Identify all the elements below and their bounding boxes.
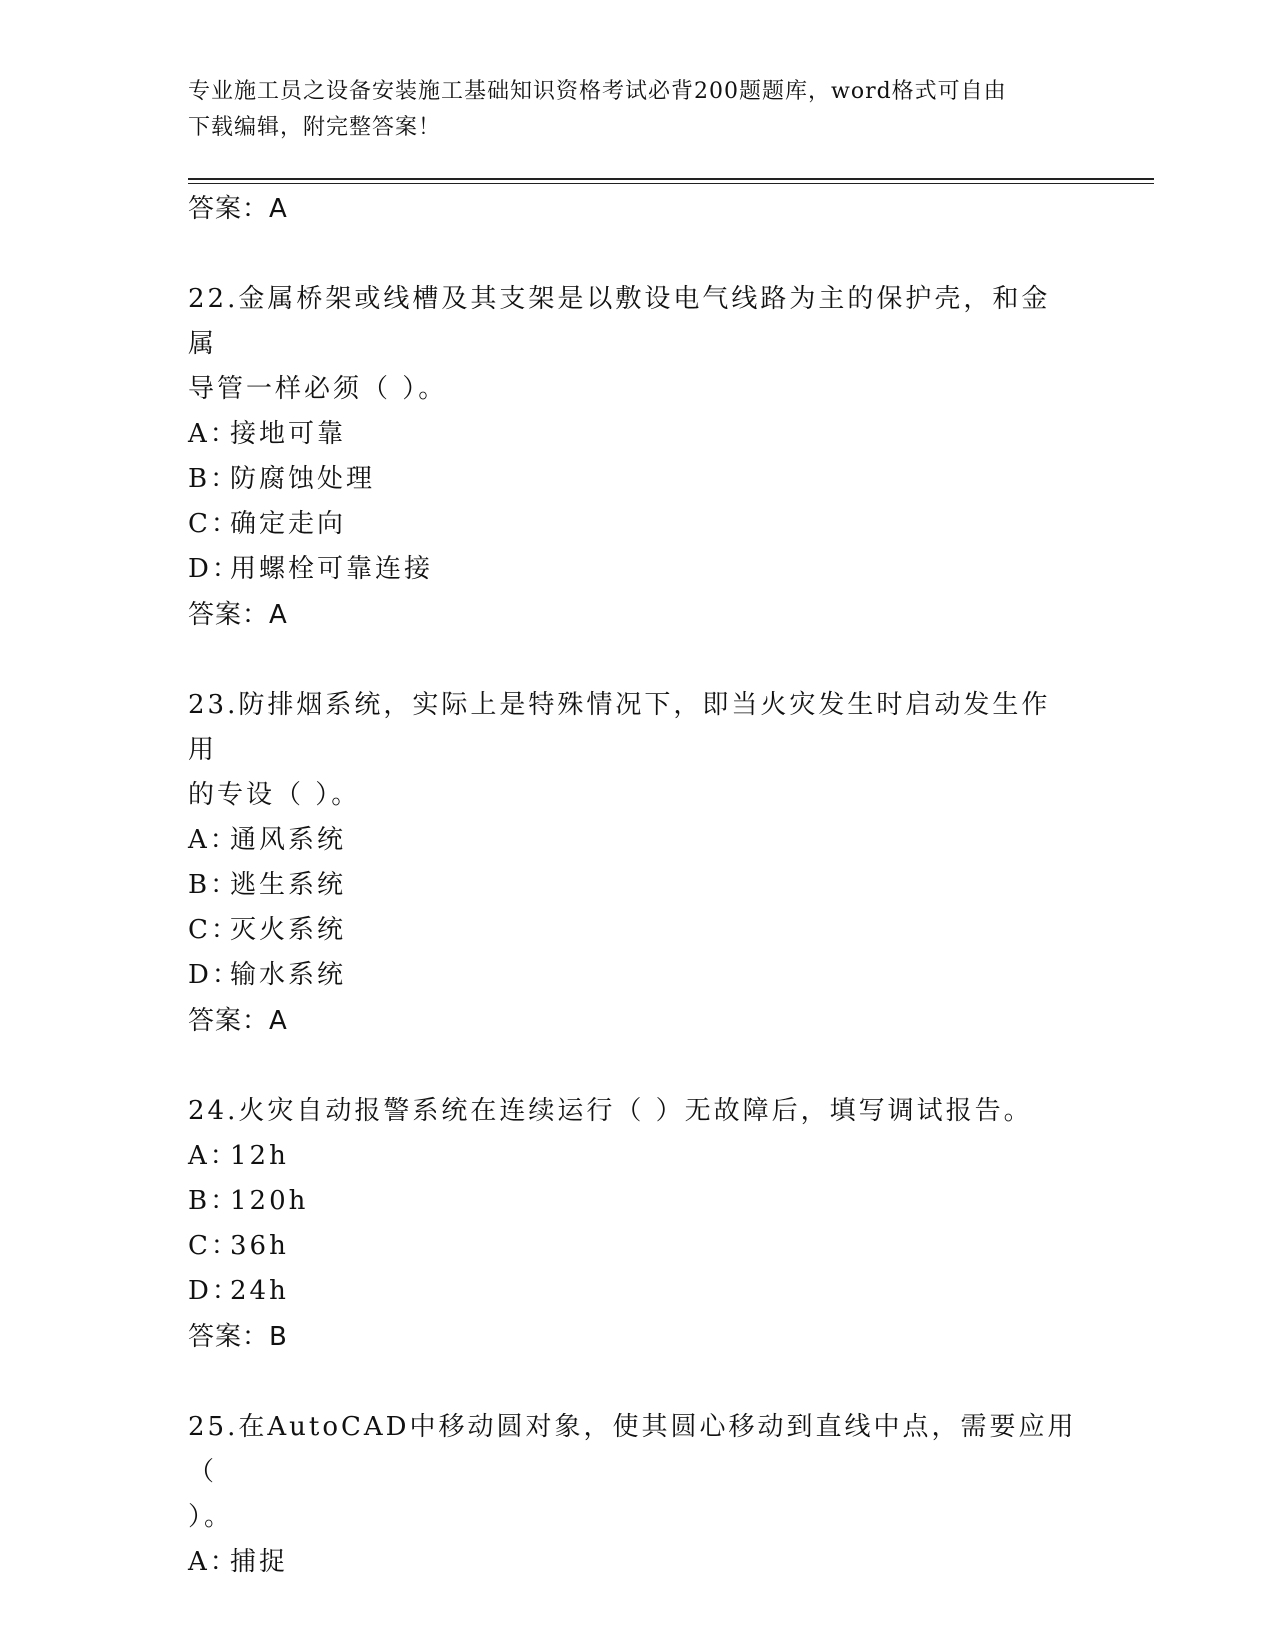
answer-label: 答案：	[188, 600, 270, 630]
option-a: A：捕捉	[188, 1547, 289, 1577]
question-25	[188, 1405, 1088, 1585]
option-a: A：接地可靠	[188, 419, 347, 449]
question-number: 25.	[188, 1412, 239, 1442]
question-24	[188, 1089, 1088, 1360]
header-line-2: 下载编辑，附完整答案！	[188, 115, 442, 140]
option-d: D：输水系统	[188, 960, 347, 990]
answer-value: A	[269, 600, 288, 630]
option-b: B：120h	[188, 1186, 309, 1216]
option-b: B：防腐蚀处理	[188, 464, 376, 494]
question-number: 24.	[188, 1096, 239, 1126]
question-text: 23.防排烟系统，实际上是特殊情况下，即当火灾发生时启动发生作用	[188, 690, 1051, 765]
question-text-cont: ）。	[188, 1502, 234, 1532]
option-b: B：逃生系统	[188, 870, 347, 900]
answer-value: A	[269, 1006, 288, 1036]
question-text: 22.金属桥架或线槽及其支架是以敷设电气线路为主的保护壳，和金属	[188, 284, 1051, 359]
answer-label: 答案：	[188, 1006, 270, 1036]
question-list	[188, 186, 1088, 1585]
option-d: D：用螺栓可靠连接	[188, 554, 434, 584]
question-22	[188, 277, 1088, 638]
header-line-1: 专业施工员之设备安装施工基础知识资格考试必背200题题库，word格式可自由	[188, 79, 1007, 104]
question-text-cont: 的专设（ ）。	[188, 780, 361, 810]
option-a: A：通风系统	[188, 825, 347, 855]
question-number: 22.	[188, 284, 239, 314]
header-rule-thin	[188, 183, 1154, 184]
answer-label: 答案：	[188, 194, 270, 224]
answer-label: 答案：	[188, 1322, 270, 1352]
answer-value: B	[269, 1322, 288, 1352]
question-23	[188, 683, 1088, 1044]
option-a: A：12h	[188, 1141, 289, 1171]
answer-line	[188, 1314, 1088, 1360]
answer-value: A	[269, 194, 288, 224]
option-d: D：24h	[188, 1276, 289, 1306]
document-header	[188, 74, 1068, 146]
question-number: 23.	[188, 690, 239, 720]
answer-line	[188, 998, 1088, 1044]
question-text: 25.在AutoCAD中移动圆对象，使其圆心移动到直线中点，需要应用（	[188, 1412, 1077, 1487]
question-text: 24.火灾自动报警系统在连续运行（ ）无故障后，填写调试报告。	[188, 1096, 1033, 1126]
option-c: C：灭火系统	[188, 915, 347, 945]
option-c: C：确定走向	[188, 509, 347, 539]
answer-line	[188, 186, 1088, 232]
question-text-cont: 导管一样必须（ ）。	[188, 374, 448, 404]
header-rule-thick	[188, 178, 1154, 180]
answer-line	[188, 592, 1088, 638]
option-c: C：36h	[188, 1231, 289, 1261]
